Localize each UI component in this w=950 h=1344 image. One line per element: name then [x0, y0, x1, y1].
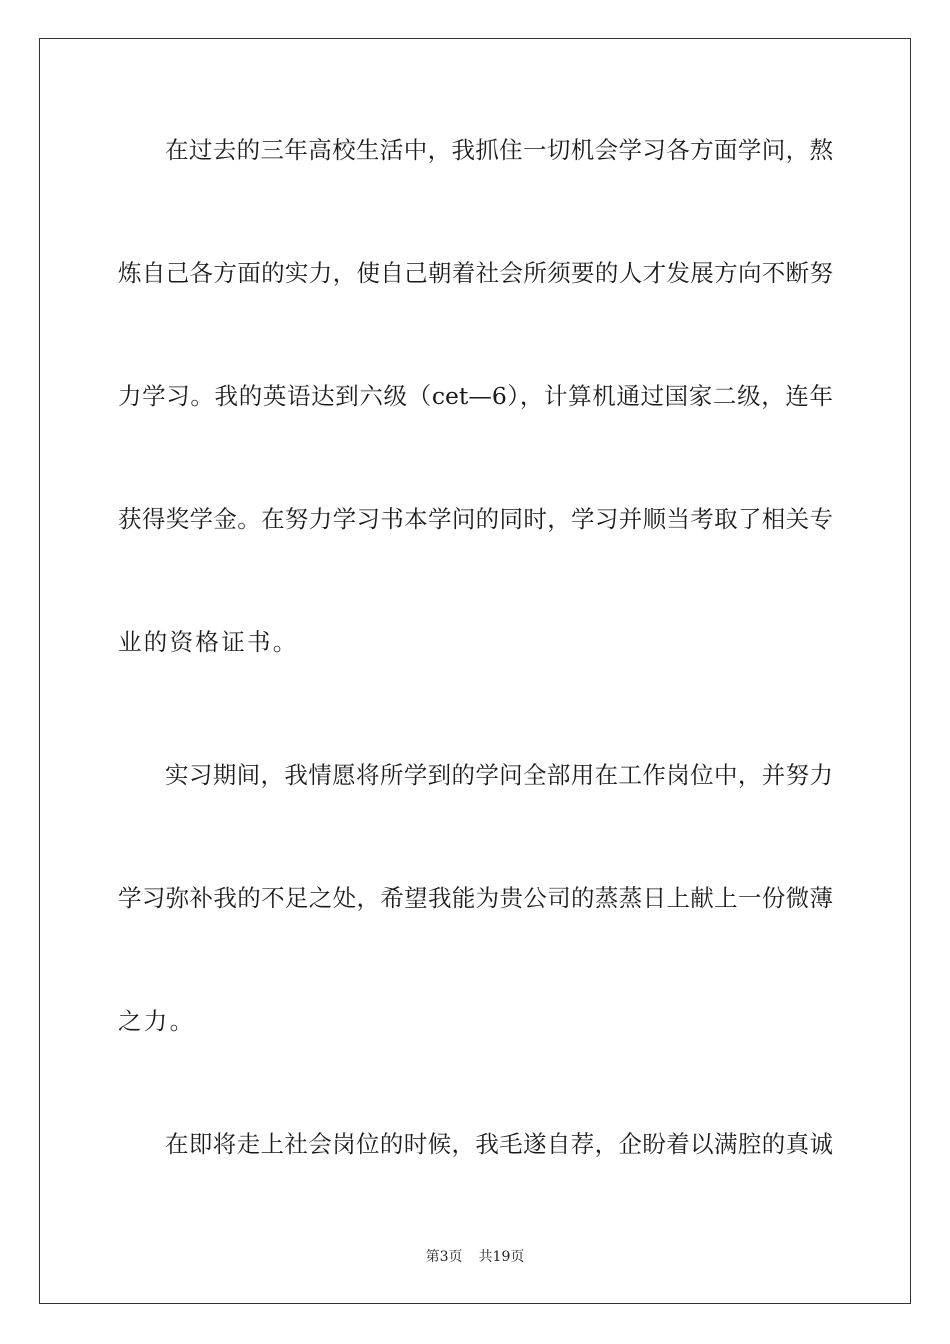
- paragraph-1-line-1: 在过去的三年高校生活中，我抓住一切机会学习各方面学问，熬: [165, 136, 833, 164]
- page-total: 共19页: [478, 1249, 525, 1265]
- page-footer: [0, 1248, 950, 1266]
- paragraph-1-line-3: 力学习。我的英语达到六级（cet—6），计算机通过国家二级，连年: [118, 382, 833, 410]
- paragraph-2-line-3: 之力。: [118, 1007, 196, 1035]
- paragraph-1-line-2: 炼自己各方面的实力，使自己朝着社会所须要的人才发展方向不断努: [118, 259, 833, 287]
- paragraph-1-line-5: 业的资格证书。: [118, 628, 299, 656]
- paragraph-1-line-4: 获得奖学金。在努力学习书本学问的同时，学习并顺当考取了相关专: [118, 505, 833, 533]
- paragraph-2-line-2: 学习弥补我的不足之处，希望我能为贵公司的蒸蒸日上献上一份微薄: [118, 884, 833, 912]
- page-frame: [39, 38, 911, 1304]
- paragraph-2-line-1: 实习期间，我情愿将所学到的学问全部用在工作岗位中，并努力: [165, 761, 833, 789]
- paragraph-3-line-1: 在即将走上社会岗位的时候，我毛遂自荐，企盼着以满腔的真诚: [165, 1130, 833, 1158]
- page-number: 第3页: [425, 1249, 463, 1265]
